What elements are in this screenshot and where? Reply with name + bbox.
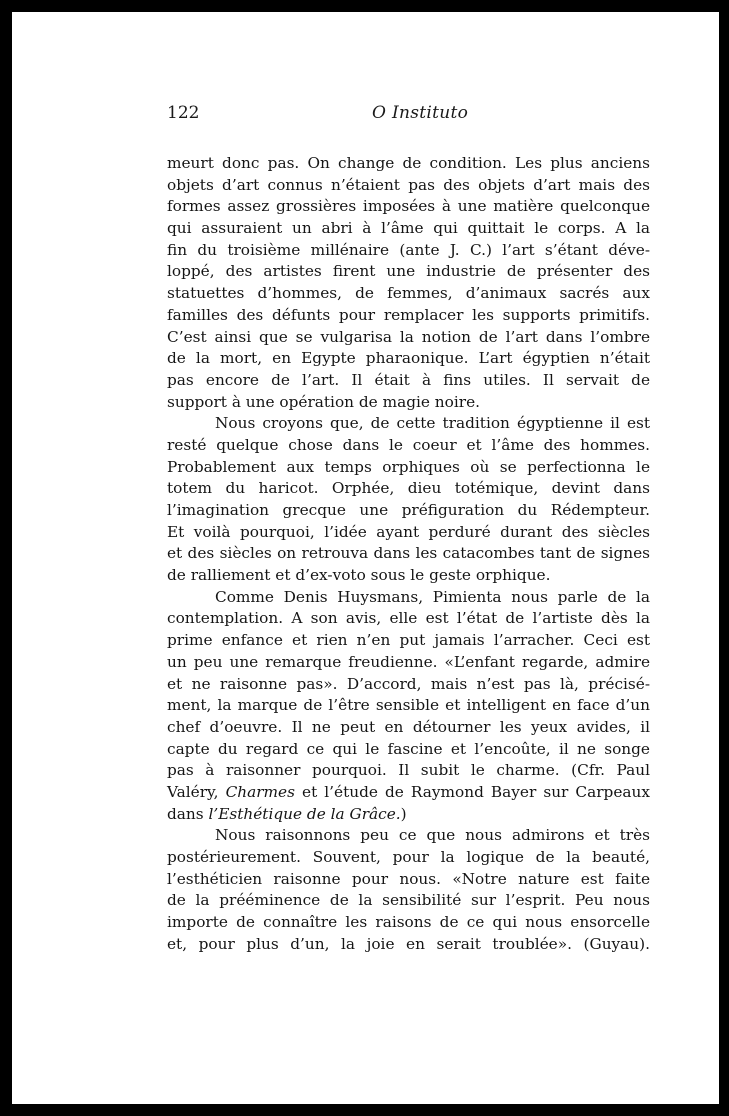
text-line <box>167 782 650 804</box>
text-line: prime enfance et rien n’en put jamais l’arracher. Ceci est <box>167 631 650 650</box>
text-line: Nous croyons que, de cette tradition égyptienne il est <box>215 414 650 433</box>
text-line: Et voilà pourquoi, l’idée ayant perduré durant des siècles <box>167 522 650 541</box>
text-line: l’esthéticien raisonne pour nous. «Notre nature est faite <box>167 869 650 888</box>
text-line: pas à raisonner pourquoi. Il subit le charme. (Cfr. Paul <box>167 761 650 780</box>
text-line: Probablement aux temps orphiques où se perfectionna le <box>167 457 650 476</box>
text-line: de ralliement et d’ex-voto sous le geste orphique. <box>167 566 551 585</box>
text-line: et ne raisonne pas». D’accord, mais n’est pas là, précisé- <box>167 674 650 693</box>
text-line: totem du haricot. Orphée, dieu totémique, devint dans <box>167 479 650 498</box>
text-line: postérieurement. Souvent, pour la logique de la beauté, <box>167 848 650 866</box>
text-line: de la prééminence de la sensibilité sur l’esprit. Peu nous <box>167 891 650 910</box>
text-line: contemplation. A son avis, elle est l’état de l’artiste dès la <box>167 609 650 628</box>
document-page <box>12 12 719 1104</box>
text-line: un peu une remarque freudienne. «L’enfant regarde, admire <box>167 652 650 671</box>
text-line: chef d’oeuvre. Il ne peut en détourner les yeux avides, il <box>167 717 650 736</box>
body-text <box>167 153 650 955</box>
text-line: de la mort, en Egypte pharaonique. L’art égyptien n’était <box>167 349 650 368</box>
text-line: Nous raisonnons peu ce que nous admirons et très <box>215 826 650 845</box>
text-run: Valéry, <box>167 782 226 801</box>
text-run: et l’étude de Raymond Bayer sur Carpeaux <box>294 782 651 801</box>
text-line: capte du regard ce qui le fascine et l’encoûte, il ne songe <box>167 739 650 758</box>
text-line: meurt donc pas. On change de condition. Les plus anciens <box>167 154 650 172</box>
text-line: familles des défunts pour remplacer les supports primitifs. <box>167 305 650 324</box>
text-line <box>167 804 650 826</box>
text-line: C’est ainsi que se vulgarisa la notion de l’art dans l’ombre <box>167 327 650 346</box>
italic-title: Charmes <box>225 782 295 801</box>
text-line: qui assuraient un abri à l’âme qui quittait le corps. A la <box>167 219 650 238</box>
text-line: et des siècles on retrouva dans les catacombes tant de signes <box>167 544 650 563</box>
page-header <box>167 90 652 123</box>
text-line: l’imagination grecque une préfiguration du Rédempteur. <box>167 501 650 519</box>
text-run: ) <box>400 804 407 823</box>
text-line: objets d’art connus n’étaient pas des objets d’art mais des <box>167 175 650 194</box>
text-line: formes assez grossières imposées à une matière quelconque <box>167 197 650 216</box>
italic-title: l’Esthétique de la Grâce. <box>208 804 401 823</box>
text-line: et, pour plus d’un, la joie en serait troublée». (Guyau). <box>167 934 650 953</box>
running-title: O Instituto <box>372 103 469 123</box>
text-line: support à une opération de magie noire. <box>167 392 480 411</box>
text-line: loppé, des artistes firent une industrie de présenter des <box>167 262 650 281</box>
text-line: pas encore de l’art. Il était à fins utiles. Il servait de <box>167 370 650 389</box>
page-number: 122 <box>167 103 200 123</box>
text-line: fin du troisième millénaire (ante J. C.) l’art s’étant déve- <box>167 240 650 259</box>
text-run: dans <box>167 804 209 823</box>
text-line: Comme Denis Huysmans, Pimienta nous parle de la <box>215 587 650 606</box>
text-line: statuettes d’hommes, de femmes, d’animaux sacrés aux <box>167 284 650 303</box>
text-line: importe de connaître les raisons de ce qui nous ensorcelle <box>167 913 650 932</box>
text-line: ment, la marque de l’être sensible et intelligent en face d’un <box>167 696 650 715</box>
text-line: resté quelque chose dans le coeur et l’âme des hommes. <box>167 435 650 454</box>
